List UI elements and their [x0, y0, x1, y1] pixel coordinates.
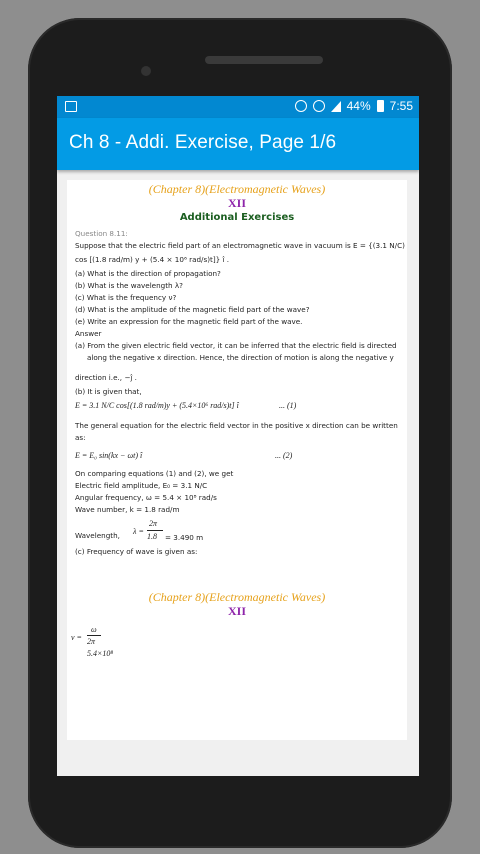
battery-icon — [377, 100, 384, 112]
class-label: XII — [227, 196, 246, 210]
equation-2-number: ... (2) — [275, 451, 293, 460]
speaker-grille — [205, 56, 323, 64]
nu-next-line: 5.4×10⁸ — [87, 649, 114, 658]
part-d: (d) What is the amplitude of the magnetic field part of the wave? — [75, 305, 310, 314]
status-right — [295, 99, 413, 113]
clock: 7:55 — [389, 99, 413, 113]
general-line-1: The general equation for the electric field vector in the positive x direction can be written — [75, 421, 398, 430]
wave-number-line: Wave number, k = 1.8 rad/m — [75, 505, 180, 514]
answer-a-line-3: direction i.e., −ĵ . — [75, 373, 137, 382]
status-bar — [57, 96, 419, 118]
answer-a-line-1: (a) From the given electric field vector, it can be inferred that the electric field is directed — [75, 341, 397, 350]
battery-percent: 44% — [346, 99, 371, 113]
part-a: (a) What is the direction of propagation? — [75, 269, 221, 278]
answer-a-line-2: along the negative x direction. Hence, the direction of motion is along the negative y — [87, 353, 394, 362]
angular-frequency-line: Angular frequency, ω = 5.4 × 10⁸ rad/s — [75, 493, 217, 502]
wavelength-denominator: 1.8 — [147, 532, 157, 541]
nu-numerator: ω — [91, 625, 97, 634]
chapter-heading-2: (Chapter 8)(Electromagnetic Waves) — [148, 590, 326, 604]
class-label-2: XII — [227, 604, 246, 618]
screen — [57, 96, 419, 776]
front-camera — [141, 66, 151, 76]
part-b: (b) What is the wavelength λ? — [75, 281, 183, 290]
alarm-icon — [313, 100, 325, 112]
wavelength-value: = 3.490 m — [165, 533, 204, 542]
section-title: Additional Exercises — [179, 212, 295, 223]
wavelength-numerator: 2π — [149, 519, 158, 528]
amplitude-line: Electric field amplitude, E₀ = 3.1 N/C — [75, 481, 208, 490]
nu-lhs: ν = — [71, 633, 82, 642]
nu-denominator: 2π — [87, 637, 96, 646]
part-e: (e) Write an expression for the magnetic field part of the wave. — [75, 317, 303, 326]
question-line-2: cos [(1.8 rad/m) y + (5.4 × 10⁶ rad/s)t]} î . — [75, 255, 230, 264]
wavelength-label: Wavelength, — [75, 531, 120, 540]
chapter-heading: (Chapter 8)(Electromagnetic Waves) — [148, 182, 326, 196]
equation-2: E = E₀ sin(kx − ωt) î — [75, 451, 143, 460]
answer-label: Answer — [75, 329, 102, 338]
document-page[interactable] — [67, 180, 407, 740]
part-c: (c) What is the frequency ν? — [75, 293, 177, 302]
compare-line: On comparing equations (1) and (2), we get — [75, 469, 234, 478]
equation-1-number: ... (1) — [279, 401, 297, 410]
signal-icon — [331, 101, 341, 112]
answer-c: (c) Frequency of wave is given as: — [75, 547, 198, 556]
equation-1: E = 3.1 N/C cos[(1.8 rad/m)y + (5.4×10⁶ rad/s)t] î — [75, 401, 239, 410]
image-notification-icon — [65, 101, 77, 112]
sync-icon — [295, 100, 307, 112]
question-line-1: Suppose that the electric field part of an electromagnetic wave in vacuum is E = {(3.1 N/C) — [75, 241, 405, 250]
wavelength-lambda: λ = — [133, 527, 144, 536]
app-bar — [57, 118, 419, 170]
answer-b-label: (b) It is given that, — [75, 387, 142, 396]
question-label: Question 8.11: — [75, 229, 128, 238]
page-title: Ch 8 - Addi. Exercise, Page 1/6 — [69, 132, 337, 153]
general-line-2: as: — [75, 433, 86, 442]
